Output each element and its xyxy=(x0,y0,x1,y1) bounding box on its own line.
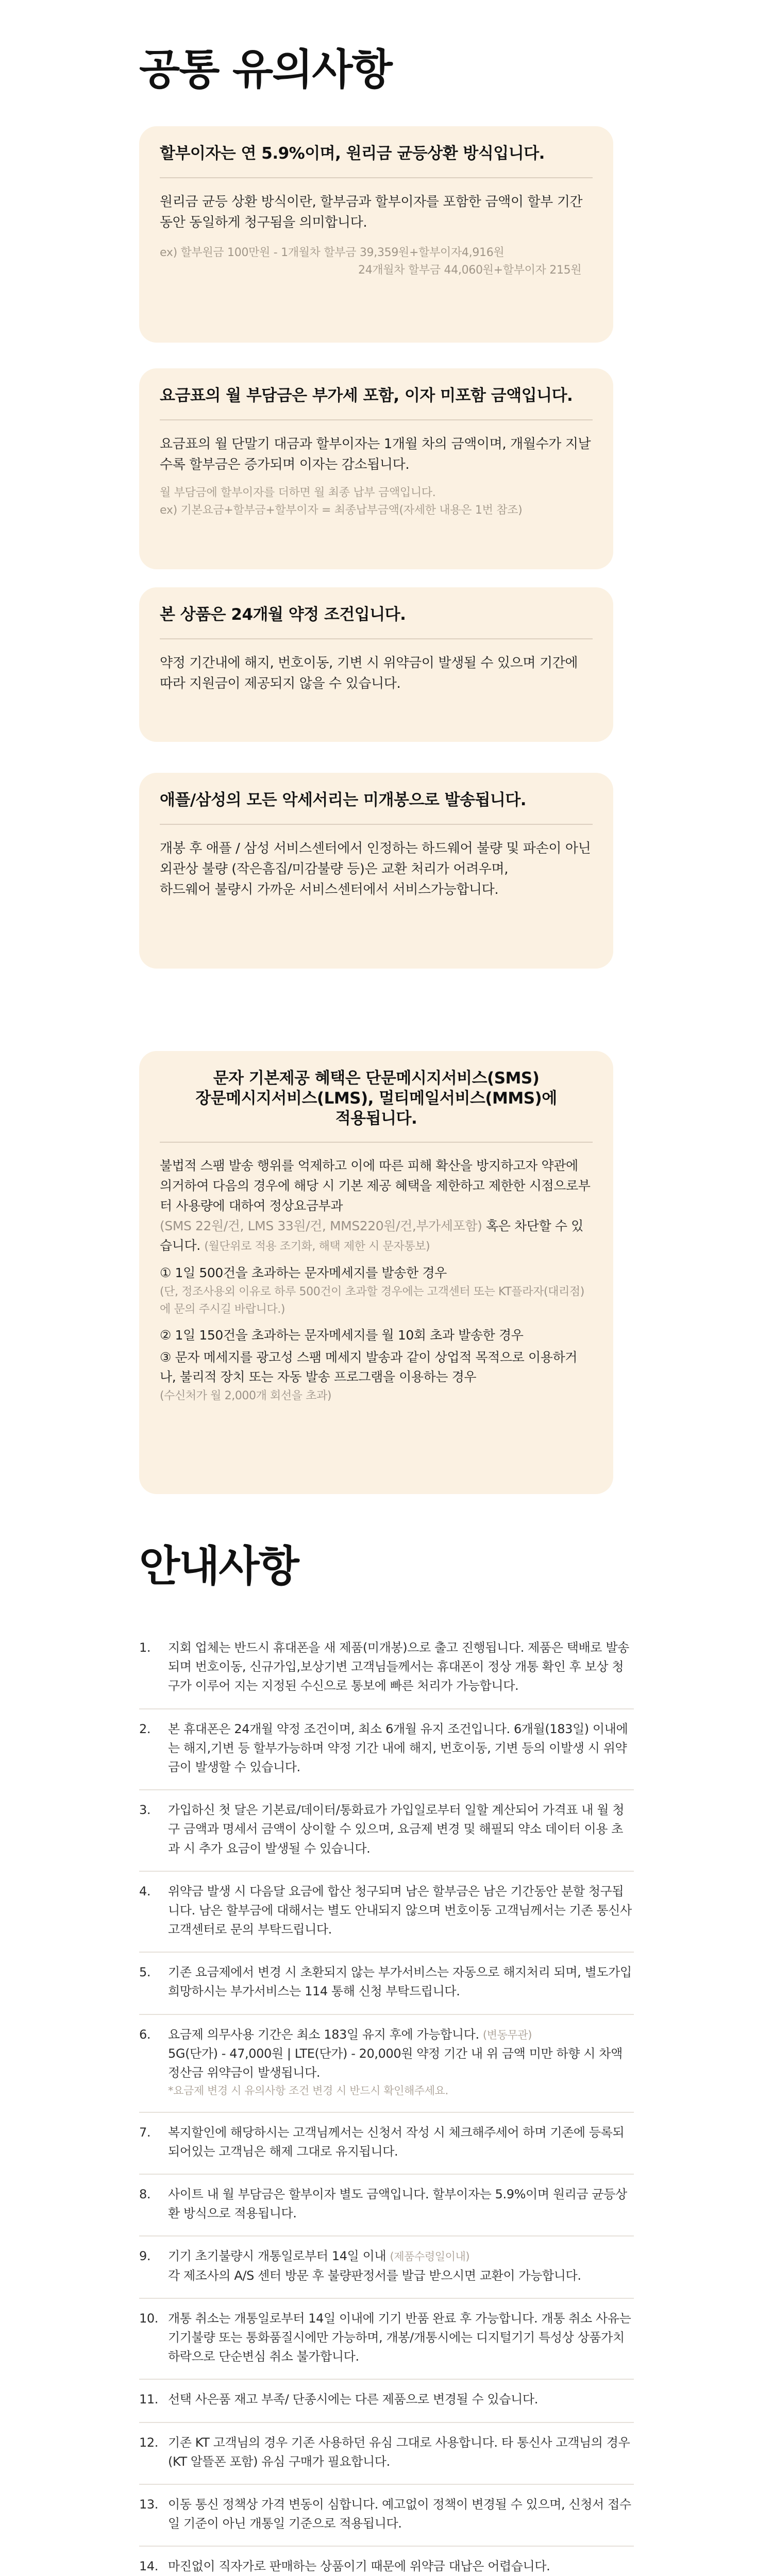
notice-item-extra: 5G(단가) - 47,000원 | LTE(단가) - 20,000원 약정 기간 내 위 금액 미만 하향 시 차액 정산금 위약금이 발생됩니다. xyxy=(168,2046,623,2080)
notice-item-text: 위약금 발생 시 다음달 요금에 합산 청구되며 남은 할부금은 남은 기간동안 분할 청구됩니다. 남은 할부금에 대해서는 별도 안내되지 않으며 번호이동 고객님께서는 기존 통신사 고객센터로 문의 부탁드립니다. xyxy=(168,1884,632,1937)
example-line-1: 월 부담금에 할부이자를 더하면 월 최종 납부 금액입니다. xyxy=(160,486,436,500)
condition-1: ① 1일 500건을 초과하는 문자메세지를 발송한 경우 xyxy=(160,1265,447,1280)
card-example xyxy=(160,484,593,519)
guide-title: 안내사항 xyxy=(139,1542,298,1591)
card-body: 원리금 균등 상환 방식이란, 할부금과 할부이자를 포함한 금액이 할부 기간동안 동일하게 청구됨을 의미합니다. xyxy=(160,194,583,231)
notice-item-number: 3. xyxy=(139,1803,151,1818)
notice-item-number: 9. xyxy=(139,2249,151,2264)
card-title-line-1: 문자 기본제공 혜택은 단문메시지서비스(SMS) xyxy=(213,1069,540,1088)
notice-item-text: 가입하신 첫 달은 기본료/데이터/통화료가 가입일로부터 일할 계산되어 가격표 내 월 청구 금액과 명세서 금액이 상이할 수 있으며, 요금제 변경 및 해필되 약소 데이터 이용 초과 시 추가 요금이 발생될 수 있습니다. xyxy=(168,1803,625,1856)
notice-item-number: 11. xyxy=(139,2392,158,2407)
notice-item xyxy=(139,1953,634,2014)
card-title-line-2: 장문메시지서비스(LMS), 멀티메일서비스(MMS)에 xyxy=(195,1089,557,1108)
notice-item-subnote: (제품수령일이내) xyxy=(390,2250,470,2263)
notice-item xyxy=(139,1872,634,1953)
condition-3: ③ 문자 메세지를 광고성 스팸 메세지 발송과 같이 상업적 목적으로 이용하거나, 불리적 장치 또는 자동 발송 프로그램을 이용하는 경우 xyxy=(160,1349,577,1385)
card-body xyxy=(160,825,593,901)
notice-item xyxy=(139,2113,634,2175)
condition-2: ② 1일 150건을 초과하는 문자메세지를 월 10회 초과 발송한 경우 xyxy=(160,1327,524,1343)
notice-item-number: 8. xyxy=(139,2187,151,2202)
notice-item-number: 10. xyxy=(139,2311,158,2326)
notice-item-number: 12. xyxy=(139,2435,158,2450)
card-body-line-2: 하드웨어 불량시 가까운 서비스센터에서 서비스가능합니다. xyxy=(160,882,499,898)
card-title-line-3: 적용됩니다. xyxy=(335,1109,417,1128)
notice-item-body xyxy=(168,2433,634,2471)
card-example xyxy=(160,244,593,279)
notice-item xyxy=(139,2175,634,2236)
sms-benefit-card xyxy=(139,1051,613,1494)
sms-restriction-text: 불법적 스팸 발송 행위를 억제하고 이에 따른 피해 확산을 방지하고자 약관에 의거하여 다음의 경우에 해당 시 기본 제공 혜택을 제한하고 제한한 시점으로부터 사용량에 대하여 정상요금부과 xyxy=(160,1158,591,1213)
example-line-1: ex) 할부원금 100만원 - 1개월차 할부금 39,359원+할부이자4,916원 xyxy=(160,246,505,260)
notice-item-body xyxy=(168,2557,634,2576)
card-body: 약정 기간내에 해지, 번호이동, 기변 시 위약금이 발생될 수 있으며 기간에 따라 지원금이 제공되지 않을 수 있습니다. xyxy=(160,655,578,692)
notice-item-text: 개통 취소는 개통일로부터 14일 이내에 기기 반품 완료 후 가능합니다. 개통 취소 사유는 기기불량 또는 통화품질시에만 가능하며, 개봉/개통시에는 디지털기기 특성상 상품가치 하락으로 단순변심 취소 불가합니다. xyxy=(168,2311,631,2364)
notice-item-number: 7. xyxy=(139,2125,151,2140)
card-body xyxy=(160,1143,593,1405)
notice-item-number: 2. xyxy=(139,1721,151,1736)
notice-item-number: 13. xyxy=(139,2497,158,2512)
card-body-line-1: 개봉 후 애플 / 삼성 서비스센터에서 인정하는 하드웨어 불량 및 파손이 아닌 외관상 불량 (작은흠집/미감불량 등)은 교환 처리가 어려우며, xyxy=(160,840,591,877)
notice-item xyxy=(139,2380,634,2422)
notice-item xyxy=(139,1628,634,1709)
notice-item-text: 기존 KT 고객님의 경우 기존 사용하던 유심 그대로 사용합니다. 타 통신사 고객님의 경우(KT 알뜰폰 포함) 유심 구매가 필요합니다. xyxy=(168,2435,630,2469)
notice-item-body xyxy=(168,1638,634,1696)
contract-period-card xyxy=(139,587,613,742)
notice-item-text: 기기 초기불량시 개통일로부터 14일 이내 xyxy=(168,2249,386,2264)
monthly-payment-card xyxy=(139,368,613,569)
notice-item xyxy=(139,2299,634,2380)
notice-item xyxy=(139,2547,634,2576)
notice-item-number: 6. xyxy=(139,2027,151,2042)
sms-rates-line xyxy=(160,1216,593,1257)
accessory-card xyxy=(139,773,613,969)
sms-rates: (SMS 22원/건, LMS 33원/건, MMS220원/건,부가세포함) xyxy=(160,1218,482,1233)
notice-item-extra: 각 제조사의 A/S 센터 방문 후 불량판정서를 발급 받으시면 교환이 가능합니다. xyxy=(168,2268,581,2283)
notice-item-body xyxy=(168,2247,634,2285)
notice-item-text: 사이트 내 월 부담금은 할부이자 별도 금액입니다. 할부이자는 5.9%이며 원리금 균등상환 방식으로 적용됩니다. xyxy=(168,2187,627,2221)
notice-item-number: 5. xyxy=(139,1965,151,1980)
notice-item-number: 14. xyxy=(139,2559,158,2574)
notice-item-body xyxy=(168,2123,634,2161)
notice-item-number: 1. xyxy=(139,1640,151,1655)
notice-item-text: 요금제 의무사용 기간은 최소 183일 유지 후에 가능합니다. xyxy=(168,2027,479,2042)
notice-item xyxy=(139,1790,634,1872)
notice-item-extra-subnote: *요금제 변경 시 유의사항 조건 변경 시 반드시 확인해주세요. xyxy=(168,2084,448,2097)
example-line-2: ex) 기본요금+할부금+할부이자 = 최종납부금액(자세한 내용은 1번 참조) xyxy=(160,504,523,517)
notice-item-subnote: (변동무관) xyxy=(482,2028,532,2041)
notice-item-text: 이동 통신 정책상 가격 변동이 심합니다. 예고없이 정책이 변경될 수 있으며, 신청서 접수일 기준이 아닌 개통일 기준으로 적용됩니다. xyxy=(168,2497,631,2531)
notice-item-body xyxy=(168,2025,634,2099)
notice-item-body xyxy=(168,1882,634,1940)
notice-item-body xyxy=(168,1963,634,2001)
notice-item-text: 기존 요금제에서 변경 시 초환되지 않는 부가서비스는 자동으로 해지처리 되며, 별도가입 희망하시는 부가서비스는 114 통해 신청 부탁드립니다. xyxy=(168,1965,632,1999)
card-title: 요금표의 월 부담금은 부가세 포함, 이자 미포함 금액입니다. xyxy=(160,368,593,420)
notice-item-body xyxy=(168,1720,634,1777)
installment-interest-card xyxy=(139,126,613,343)
notice-item-body xyxy=(168,2309,634,2367)
notice-item xyxy=(139,2485,634,2547)
notice-item-body xyxy=(168,2495,634,2533)
card-title: 본 상품은 24개월 약정 조건입니다. xyxy=(160,587,593,639)
notice-item-text: 본 휴대폰은 24개월 약정 조건이며, 최소 6개월 유지 조건입니다. 6개월(183일) 이내에는 해지,기변 등 할부가능하며 약정 기간 내에 해지, 번호이동, 기변 등의 이발생 시 위약금이 발생할 수 있습니다. xyxy=(168,1721,628,1774)
example-line-2: 24개월차 할부금 44,060원+할부이자 215원 xyxy=(358,264,582,277)
notice-item-text: 지회 업체는 반드시 휴대폰을 새 제품(미개봉)으로 출고 진행됩니다. 제품은 택배로 발송되며 번호이동, 신규가입,보상기변 고객님들께서는 휴대폰이 정상 개통 확인 후 보상 청구가 이루어 지는 지정된 수신으로 통보에 빠른 처리가 가능합니다. xyxy=(168,1640,629,1693)
card-body: 요금표의 월 단말기 대금과 할부이자는 1개월 차의 금액이며, 개월수가 지날수록 할부금은 증가되며 이자는 감소됩니다. xyxy=(160,436,591,473)
notice-item-body xyxy=(168,1801,634,1858)
notice-item xyxy=(139,2423,634,2485)
card-title: 할부이자는 연 5.9%이며, 원리금 균등상환 방식입니다. xyxy=(160,126,593,178)
notice-item-text: 복지할인에 해당하시는 고객님께서는 신청서 작성 시 체크해주세어 하며 기존에 등록되 되어있는 고객님은 해제 그대로 유지됩니다. xyxy=(168,2125,625,2159)
common-notice-title: 공통 유의사항 xyxy=(139,45,392,94)
notice-item-body xyxy=(168,2185,634,2223)
notice-item xyxy=(139,1709,634,1791)
notice-list xyxy=(139,1628,634,2576)
notice-item xyxy=(139,2236,634,2298)
sms-rates-note: (월단위로 적용 조기화, 해택 제한 시 문자통보) xyxy=(204,1240,430,1253)
notice-item-body xyxy=(168,2390,634,2409)
notice-item xyxy=(139,2015,634,2113)
notice-item-text: 마진없이 직자가로 판매하는 상품이기 때문에 위약금 대납은 어렵습니다. xyxy=(168,2559,550,2574)
card-title xyxy=(160,1051,593,1143)
notice-item-text: 선택 사은품 재고 부족/ 단종시에는 다른 제품으로 변경될 수 있습니다. xyxy=(168,2392,538,2407)
card-title: 애플/삼성의 모든 악세서리는 미개봉으로 발송됩니다. xyxy=(160,773,593,825)
notice-item-number: 4. xyxy=(139,1884,151,1899)
condition-1-note: (단, 정조사용외 이유로 하루 500건이 초과할 경우에는 고객센터 또는 KT플라자(대리점)에 문의 주시길 바랍니다.) xyxy=(160,1285,584,1316)
sms-rates-tail: 혹은 차단할 수 있습니다. xyxy=(160,1218,583,1253)
condition-3-note: (수신처가 월 2,000개 회선을 초과) xyxy=(160,1389,332,1403)
